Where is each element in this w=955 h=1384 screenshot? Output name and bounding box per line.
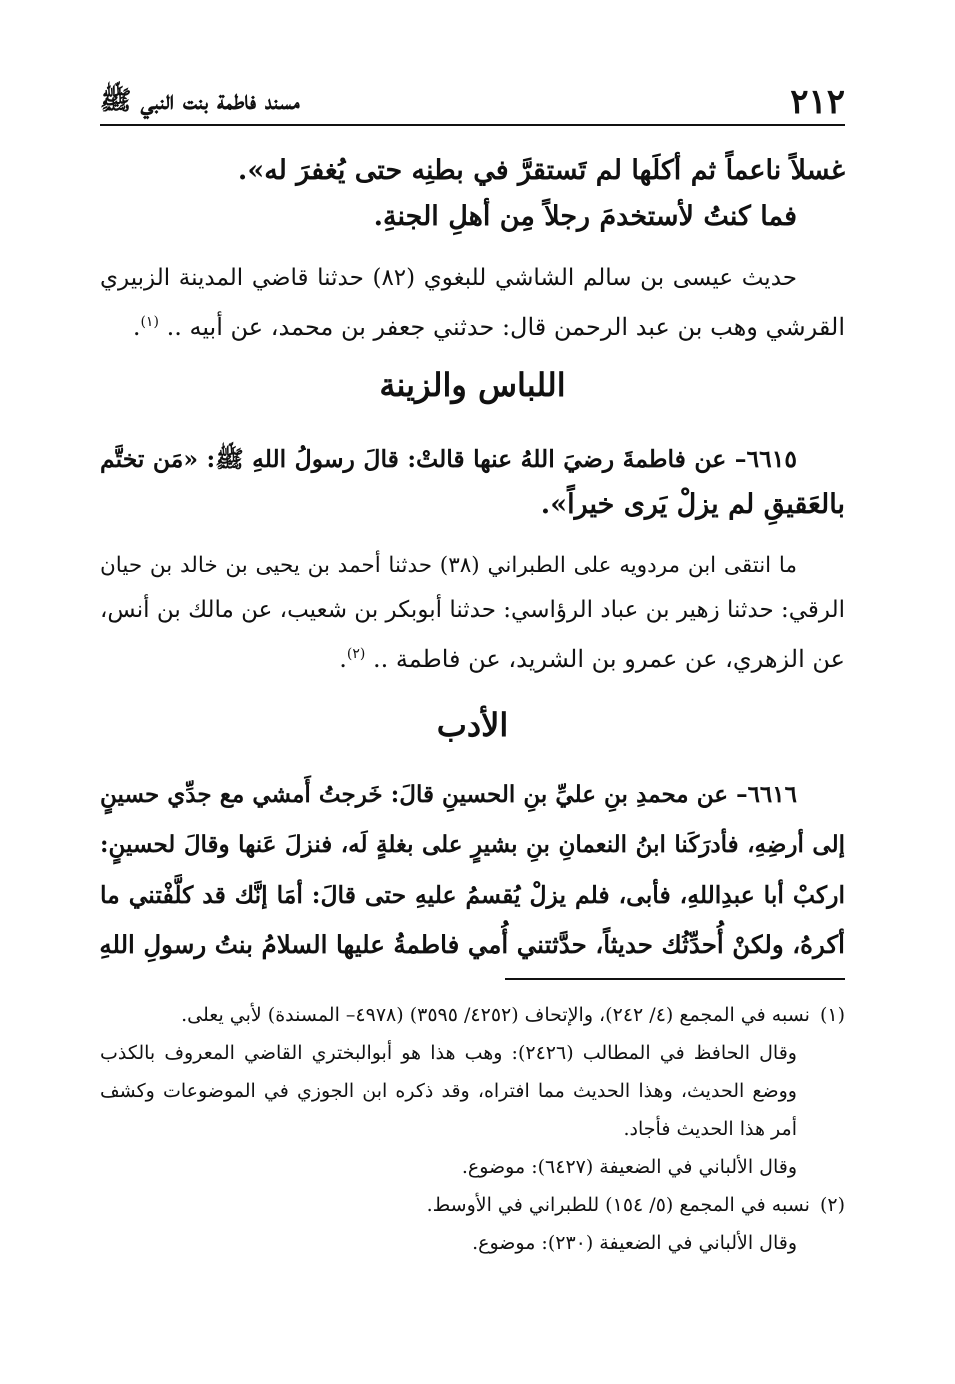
source-note xyxy=(100,256,845,349)
text-line: أكرهُ، ولكنْ أُحدِّثُك حديثاً، حدَّثتني أُمي فاطمةُ عليها السلامُ بنتُ رسولِ اللهِ xyxy=(99,930,845,959)
text-line: ووضع الحديث، وهذا الحديث مما افتراه، وقد ذكره ابن الجوزي في الموضوعات وكشف xyxy=(100,1080,797,1102)
footnote-ref: (٢) xyxy=(346,646,366,662)
footnote-1: (١)نسبه في المجمع (٤/ ٢٤٢)، والإتحاف (٤٢٥٢/ ٣٥٩٥) (٤٩٧٨– المسندة) لأبي يعلى. xyxy=(100,996,845,1034)
text-line: وقال الألباني في الضعيفة (٢٣٠): موضوع. xyxy=(472,1232,797,1254)
footnote-ref: (١) xyxy=(140,314,159,330)
source-note xyxy=(100,544,845,681)
footnotes xyxy=(100,996,845,1262)
hadith-6616 xyxy=(100,770,845,970)
footnote-2: (٢)نسبه في المجمع (٥/ ١٥٤) للطبراني في الأوسط. xyxy=(100,1186,845,1224)
footnote-number: (١) xyxy=(819,1004,845,1026)
section-heading: الأدب xyxy=(436,706,509,744)
hadith-continuation xyxy=(140,148,845,240)
running-title: مسند فاطمة بنت النبي ﷺ xyxy=(100,86,300,116)
hadith-6615 xyxy=(100,436,845,528)
page-number: ٢١٢ xyxy=(790,82,845,122)
header-rule xyxy=(100,124,845,126)
text-line: عن الزهري، عن عمرو بن الشريد، عن فاطمة .. $^{(٢)}$. xyxy=(339,645,845,673)
text-line: وقال الحافظ في المطالب (٢٤٢٦): وهب هذا هو أبوالبختري القاضي المعروف بالكذب xyxy=(100,1042,797,1064)
text-line: ما انتقى ابن مردويه على الطبراني (٣٨) حدثنا أحمد بن يحيى بن خالد بن حيان xyxy=(100,553,797,578)
text-line: ٦٦١٥– عن فاطمةَ رضيَ اللهُ عنها قالتْ: قالَ رسولُ اللهِ ﷺ: «مَن تختَّم xyxy=(100,445,797,473)
text-line: فما كنتُ لأستخدمَ رجلاً مِن أهلِ الجنةِ. xyxy=(373,201,797,232)
section-heading: اللباس والزينة xyxy=(379,366,566,404)
text-line: الرقي: حدثنا زهير بن عباد الرؤاسي: حدثنا أبوبكر بن شعيب، عن مالك بن أنس، xyxy=(100,597,845,623)
text-line: أمر هذا الحديث فأجاد. xyxy=(623,1118,797,1140)
text-line: اركبْ أبا عبدِاللهِ، فأبى، فلم يزلْ يُقسمُ عليهِ حتى قالَ: أمَا إنَّك قد كلَّفْتني ما xyxy=(100,881,845,909)
text-line: وقال الألباني في الضعيفة (٦٤٢٧): موضوع. xyxy=(461,1156,797,1178)
footnote-rule xyxy=(505,978,845,980)
footnote-number: (٢) xyxy=(819,1194,845,1216)
text-line: ٦٦١٦– عن محمدِ بنِ عليِّ بنِ الحسينِ قالَ: خَرجتُ أَمشي مع جدِّي حسينٍ xyxy=(100,781,797,808)
page-header xyxy=(100,82,845,122)
text-line: غسلاً ناعماً ثم أكلَها لم تَستقرَّ في بطنِه حتى يُغفرَ له». xyxy=(237,155,845,186)
text-line: القرشي وهب بن عبد الرحمن قال: حدثني جعفر بن محمد، عن أبيه .. $^{(١)}$. xyxy=(132,313,845,341)
text-line: إلى أرضِهِ، فأدرَكَنا ابنُ النعمانِ بنِ بشيرٍ على بغلةٍ لَه، فنزلَ عَنها وقالَ لحسينٍ: xyxy=(100,831,845,858)
text-line: حديث عيسى بن سالم الشاشي للبغوي (٨٢) حدثنا قاضي المدينة الزبيري xyxy=(100,265,797,291)
text-line: بالعَقيقِ لم يزلْ يَرى خيراً». xyxy=(540,489,845,520)
